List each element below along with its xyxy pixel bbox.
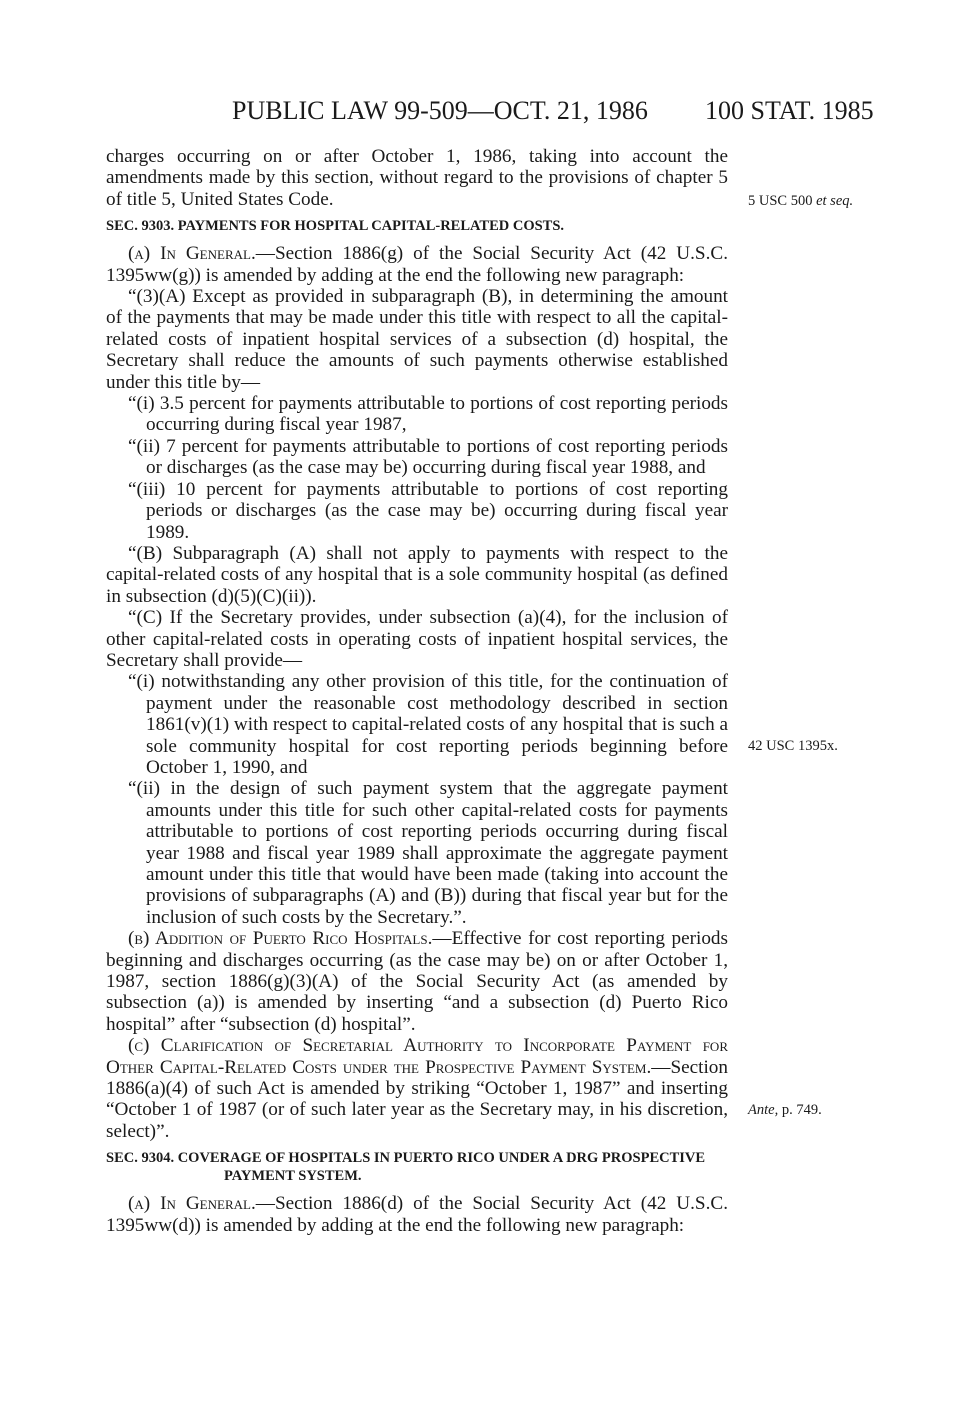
statute-body <box>106 146 728 1236</box>
section-9303-c <box>106 1035 728 1142</box>
stat-page-number: 100 STAT. 1985 <box>705 96 874 125</box>
margin-note-5-usc <box>748 193 853 210</box>
section-9304-a <box>106 1193 728 1236</box>
public-law-citation: PUBLIC LAW 99-509—OCT. 21, 1986 <box>232 96 648 125</box>
subsection-text: —Section 1886(g) of the Social Security Act (42 U.S.C. 1395ww(g)) is amended by adding at the end the following new paragraph: <box>106 243 728 286</box>
paragraph-C: “(C) If the Secretary provides, under subsection (a)(4), for the inclusion of other capital-related costs in operating costs of inpatient hospital services, the Secretary shall provide— <box>106 607 728 671</box>
clause-C-i: “(i) notwithstanding any other provision of this title, for the continuation of payment under the reasonable cost methodology described in section 1861(v)(1) with respect to capital-related costs of any hospital that is such a sole community hospital for cost reporting periods beginning before October 1, 1990, and <box>128 671 728 778</box>
section-9303-heading: SEC. 9303. PAYMENTS FOR HOSPITAL CAPITAL-RELATED COSTS. <box>106 218 565 235</box>
subsection-heading: (c) Clarification of Secretarial Authority to Incorporate Payment for Other Capital-Related Costs under the Prospective Payment System. <box>106 1035 728 1078</box>
paragraph-B: “(B) Subparagraph (A) shall not apply to payments with respect to the capital-related costs of any hospital that is a sole community hospital (as defined in subsection (d)(5)(C)(ii)). <box>106 542 728 607</box>
margin-note-ante <box>748 1102 822 1119</box>
subsection-heading: (a) In General. <box>128 1193 256 1215</box>
subsection-text: —Section 1886(a)(4) of such Act is amended by striking “October 1, 1987” and inserting “October 1 of 1987 (or of such later year as the Secretary may, in his discretion, select)”. <box>106 1056 728 1142</box>
section-9303-a <box>106 243 728 286</box>
subsection-text: —Section 1886(d) of the Social Security Act (42 U.S.C. 1395ww(d)) is amended by adding at the end the following new paragraph: <box>106 1193 728 1236</box>
section-9303-b <box>106 928 728 1035</box>
margin-note-ante-page: p. 749. <box>778 1102 822 1118</box>
clause-ii: “(ii) 7 percent for payments attributable to portions of cost reporting periods or discharges (as the case may be) occurring during fiscal year 1988, and <box>128 435 728 479</box>
subsection-heading: (a) In General. <box>128 243 256 265</box>
paragraph-continuation: charges occurring on or after October 1, 1986, taking into account the amendments made by this section, without regard to the provisions of chapter 5 of title 5, United States Code. <box>106 146 728 210</box>
margin-note-ante-italic: Ante, <box>748 1102 779 1118</box>
clause-i: “(i) 3.5 percent for payments attributable to portions of cost reporting periods occurring during fiscal year 1987, <box>128 393 728 436</box>
section-9304-heading: SEC. 9304. COVERAGE OF HOSPITALS IN PUERTO RICO UNDER A DRG PROSPECTIVE PAYMENT SYSTEM. <box>106 1150 706 1185</box>
clause-C-ii: “(ii) in the design of such payment system that the aggregate payment amounts under this title for such other capital-related costs for payments attributable to portions of cost reporting periods occurring during fiscal year 1988 and fiscal year 1989 shall approximate the aggregate payment amount under this title that would have been made (taking into account the provisions of subparagraphs (A) and (B)) during that fiscal year but for the inclusion of such costs by the Secretary.”. <box>128 778 728 928</box>
clause-iii: “(iii) 10 percent for payments attributable to portions of cost reporting periods or discharges (as the case may be) occurring during fiscal year 1989. <box>128 478 728 543</box>
subsection-heading: (b) Addition of Puerto Rico Hospitals. <box>128 928 433 950</box>
margin-note-code: 5 USC 500 <box>748 193 813 209</box>
margin-note-42-usc: 42 USC 1395x. <box>748 738 838 754</box>
margin-note-suffix: et seq. <box>816 193 854 209</box>
paragraph-3-A: “(3)(A) Except as provided in subparagraph (B), in determining the amount of the payments that may be made under this title with respect to all the capital-related costs of inpatient hospital services of a subsection (d) hospital, the Secretary shall reduce the amounts of such payments otherwise established under this title by— <box>106 286 728 393</box>
subsection-text: —Effective for cost reporting periods beginning and discharges occurring (as the case may be) on or after October 1, 1987, section 1886(g)(3)(A) of the Social Security Act (as amended by subsection (a)) is amended by inserting “and a subsection (d) Puerto Rico hospital” after “subsection (d) hospital”. <box>106 928 728 1035</box>
